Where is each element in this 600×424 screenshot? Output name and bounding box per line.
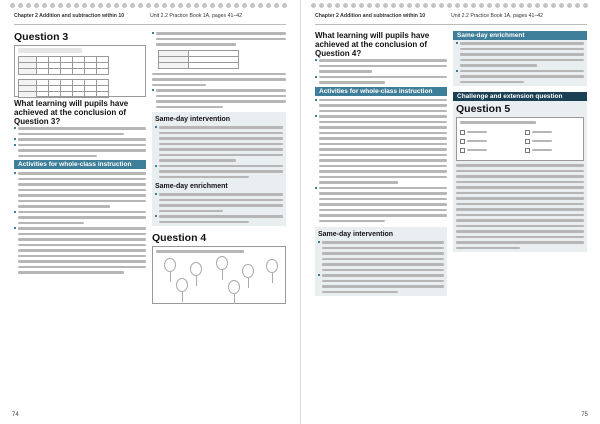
left-column [14, 31, 146, 275]
achieved-title: What learning will pupils have achieved at the conclusion of Question 4? [315, 31, 430, 58]
enrichment-box [453, 31, 587, 86]
table-instruction [18, 48, 82, 53]
balloon-icon [242, 264, 254, 278]
balloon-icon [164, 258, 176, 272]
question-3-table-box [14, 45, 146, 97]
intro-text [152, 31, 286, 47]
whole-class-text [315, 98, 447, 224]
achieved-title: What learning will pupils have achieved at the conclusion of Question 3? [14, 99, 129, 126]
decorative-dots [311, 3, 588, 8]
whole-class-bar: Activities for whole-class instruction [14, 160, 146, 169]
page-header [14, 13, 124, 19]
header-rule [315, 24, 587, 25]
achieved-list [14, 126, 146, 158]
balloons-illustration [156, 256, 282, 302]
same-day-intervention-heading: Same-day intervention [318, 231, 394, 238]
addend-table [18, 56, 109, 75]
unit-title: Unit 2.2 Practice Book 1A, pages 41–42 [451, 13, 543, 19]
addend-sum-table [158, 50, 239, 69]
addend-table-2 [18, 79, 109, 98]
question-3-title: Question 3 [14, 31, 69, 43]
challenge-bar: Challenge and extension question [453, 92, 587, 101]
page-header-sub [451, 13, 543, 19]
same-day-enrichment-bar: Same-day enrichment [453, 31, 587, 40]
page-header-sub [150, 13, 242, 19]
page-number: 74 [12, 412, 19, 418]
question-4-title: Question 4 [152, 232, 207, 244]
decorative-dots [10, 3, 287, 8]
chapter-title: Chapter 2 Addition and subtraction within 10 [315, 13, 426, 19]
same-day-intervention-heading: Same-day intervention [155, 116, 231, 123]
record-text [152, 72, 286, 110]
whole-class-text [14, 171, 146, 275]
same-day-enrichment-heading: Same-day enrichment [155, 183, 228, 190]
balloon-icon [266, 259, 278, 273]
balloon-icon [176, 278, 188, 292]
question-5-title: Question 5 [456, 103, 511, 115]
balloon-icon [190, 262, 202, 276]
unit-title: Unit 2.2 Practice Book 1A, pages 41–42 [150, 13, 242, 19]
question-5-box [456, 117, 584, 161]
intervention-box [152, 112, 286, 226]
achieved-list [315, 58, 447, 85]
whole-class-bar: Activities for whole-class instruction [315, 87, 447, 96]
page-header [315, 13, 425, 19]
right-page-left-column [315, 31, 447, 296]
page-number: 75 [581, 412, 588, 418]
header-rule [14, 24, 286, 25]
left-page-right-column [152, 31, 286, 304]
balloon-icon [228, 280, 240, 294]
intervention-box [315, 227, 447, 296]
question-4-box [152, 246, 286, 304]
challenge-box [453, 92, 587, 252]
right-page [300, 0, 600, 424]
right-page-right-column [453, 31, 587, 252]
chapter-title: Chapter 2 Addition and subtraction within 10 [14, 13, 125, 19]
balloon-icon [216, 256, 228, 270]
